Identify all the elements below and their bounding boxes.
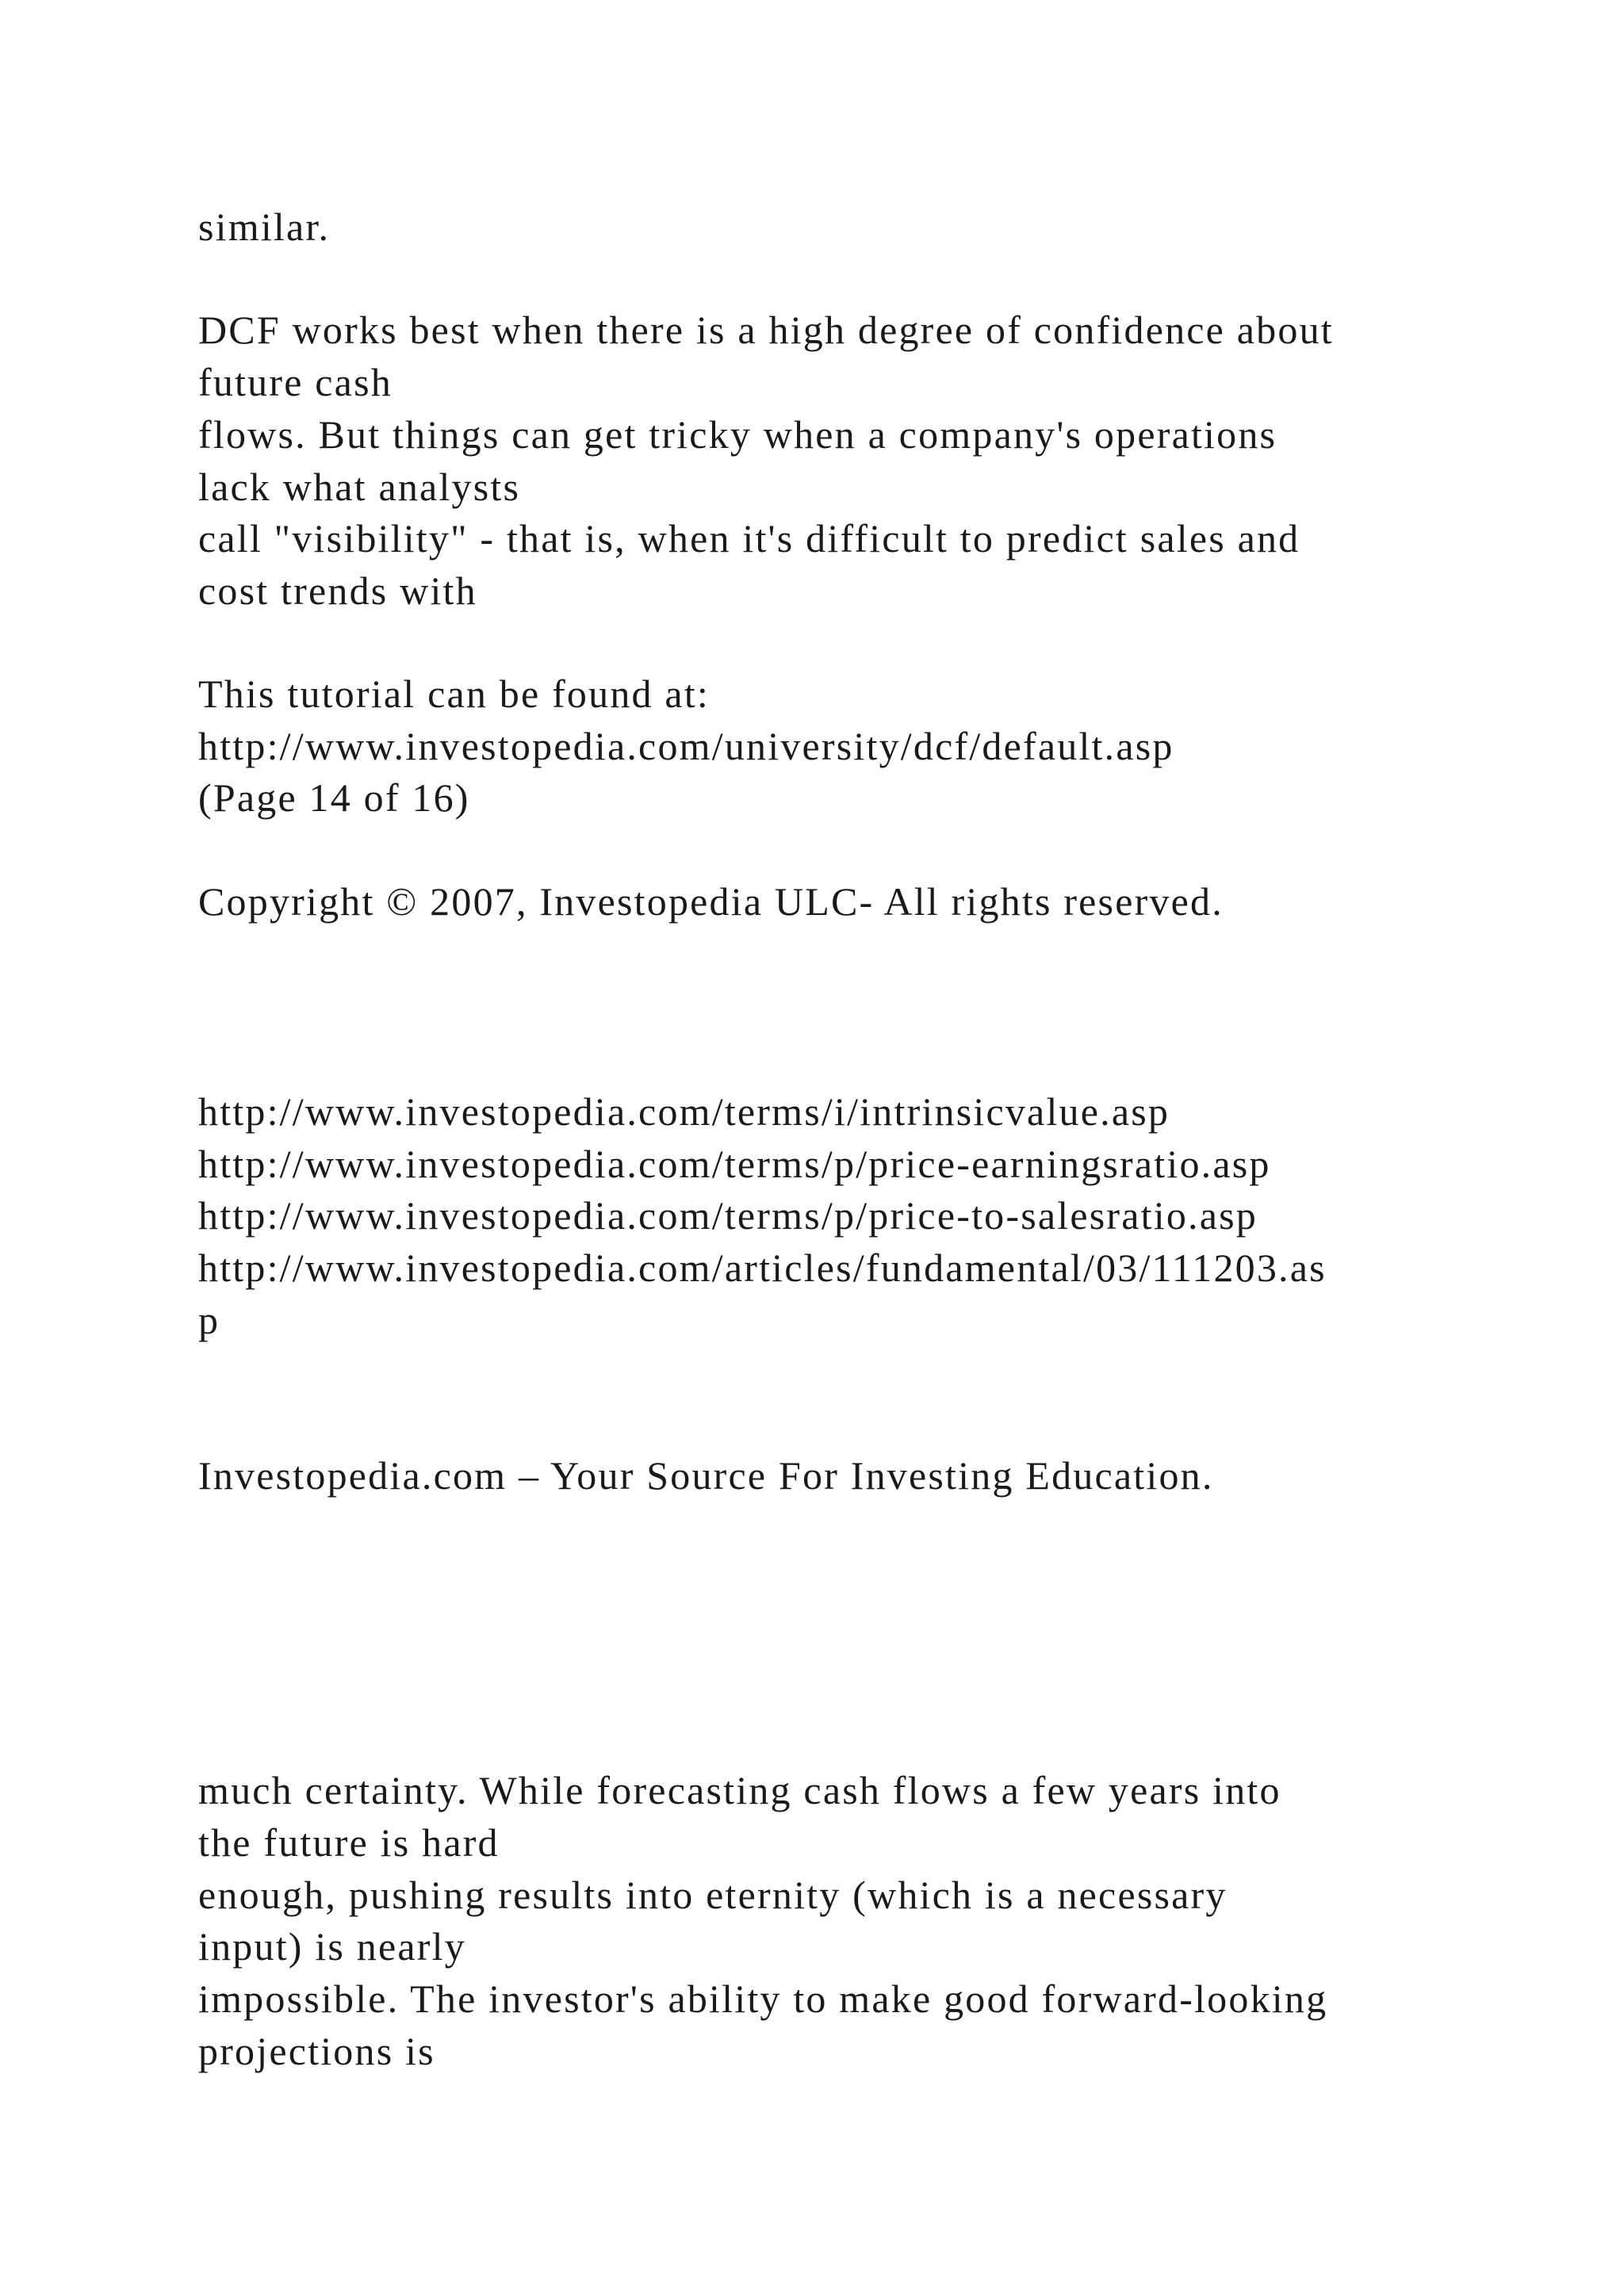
reference-url-intrinsic-value: http://www.investopedia.com/terms/i/intrinsicvalue.asp [198,1089,1170,1134]
text-line-dcf-works-best: DCF works best when there is a high degree of confidence about [198,308,1334,352]
footer-tagline: Investopedia.com – Your Source For Investing Education. [198,1453,1214,1498]
text-line-future-cash: future cash [198,360,393,404]
reference-url-price-earnings: http://www.investopedia.com/terms/p/price-earningsratio.asp [198,1142,1271,1186]
tutorial-url: http://www.investopedia.com/university/dcf/default.asp [198,724,1174,768]
text-line-similar: similar. [198,205,331,249]
reference-url-continuation: p [198,1298,220,1342]
text-line-enough: enough, pushing results into eternity (which is a necessary [198,1873,1228,1917]
text-line-tutorial-found: This tutorial can be found at: [198,672,710,716]
text-line-call-visibility: call "visibility" - that is, when it's difficult to predict sales and [198,516,1300,561]
text-line-cost-trends: cost trends with [198,568,477,613]
text-line-lack-what-analysts: lack what analysts [198,465,521,509]
text-line-flows: flows. But things can get tricky when a company's operations [198,412,1277,457]
text-line-projections-is: projections is [198,2029,435,2073]
text-line-impossible: impossible. The investor's ability to make good forward-looking [198,1976,1328,2021]
text-line-much-certainty: much certainty. While forecasting cash flows a few years into [198,1768,1281,1812]
text-line-future-is-hard: the future is hard [198,1820,500,1865]
reference-url-fundamental-article: http://www.investopedia.com/articles/fundamental/03/111203.as [198,1246,1327,1290]
reference-url-price-to-sales: http://www.investopedia.com/terms/p/price-to-salesratio.asp [198,1193,1258,1238]
text-line-input-nearly: input) is nearly [198,1924,466,1969]
page-number: (Page 14 of 16) [198,775,470,820]
copyright-notice: Copyright © 2007, Investopedia ULC- All rights reserved. [198,879,1224,924]
